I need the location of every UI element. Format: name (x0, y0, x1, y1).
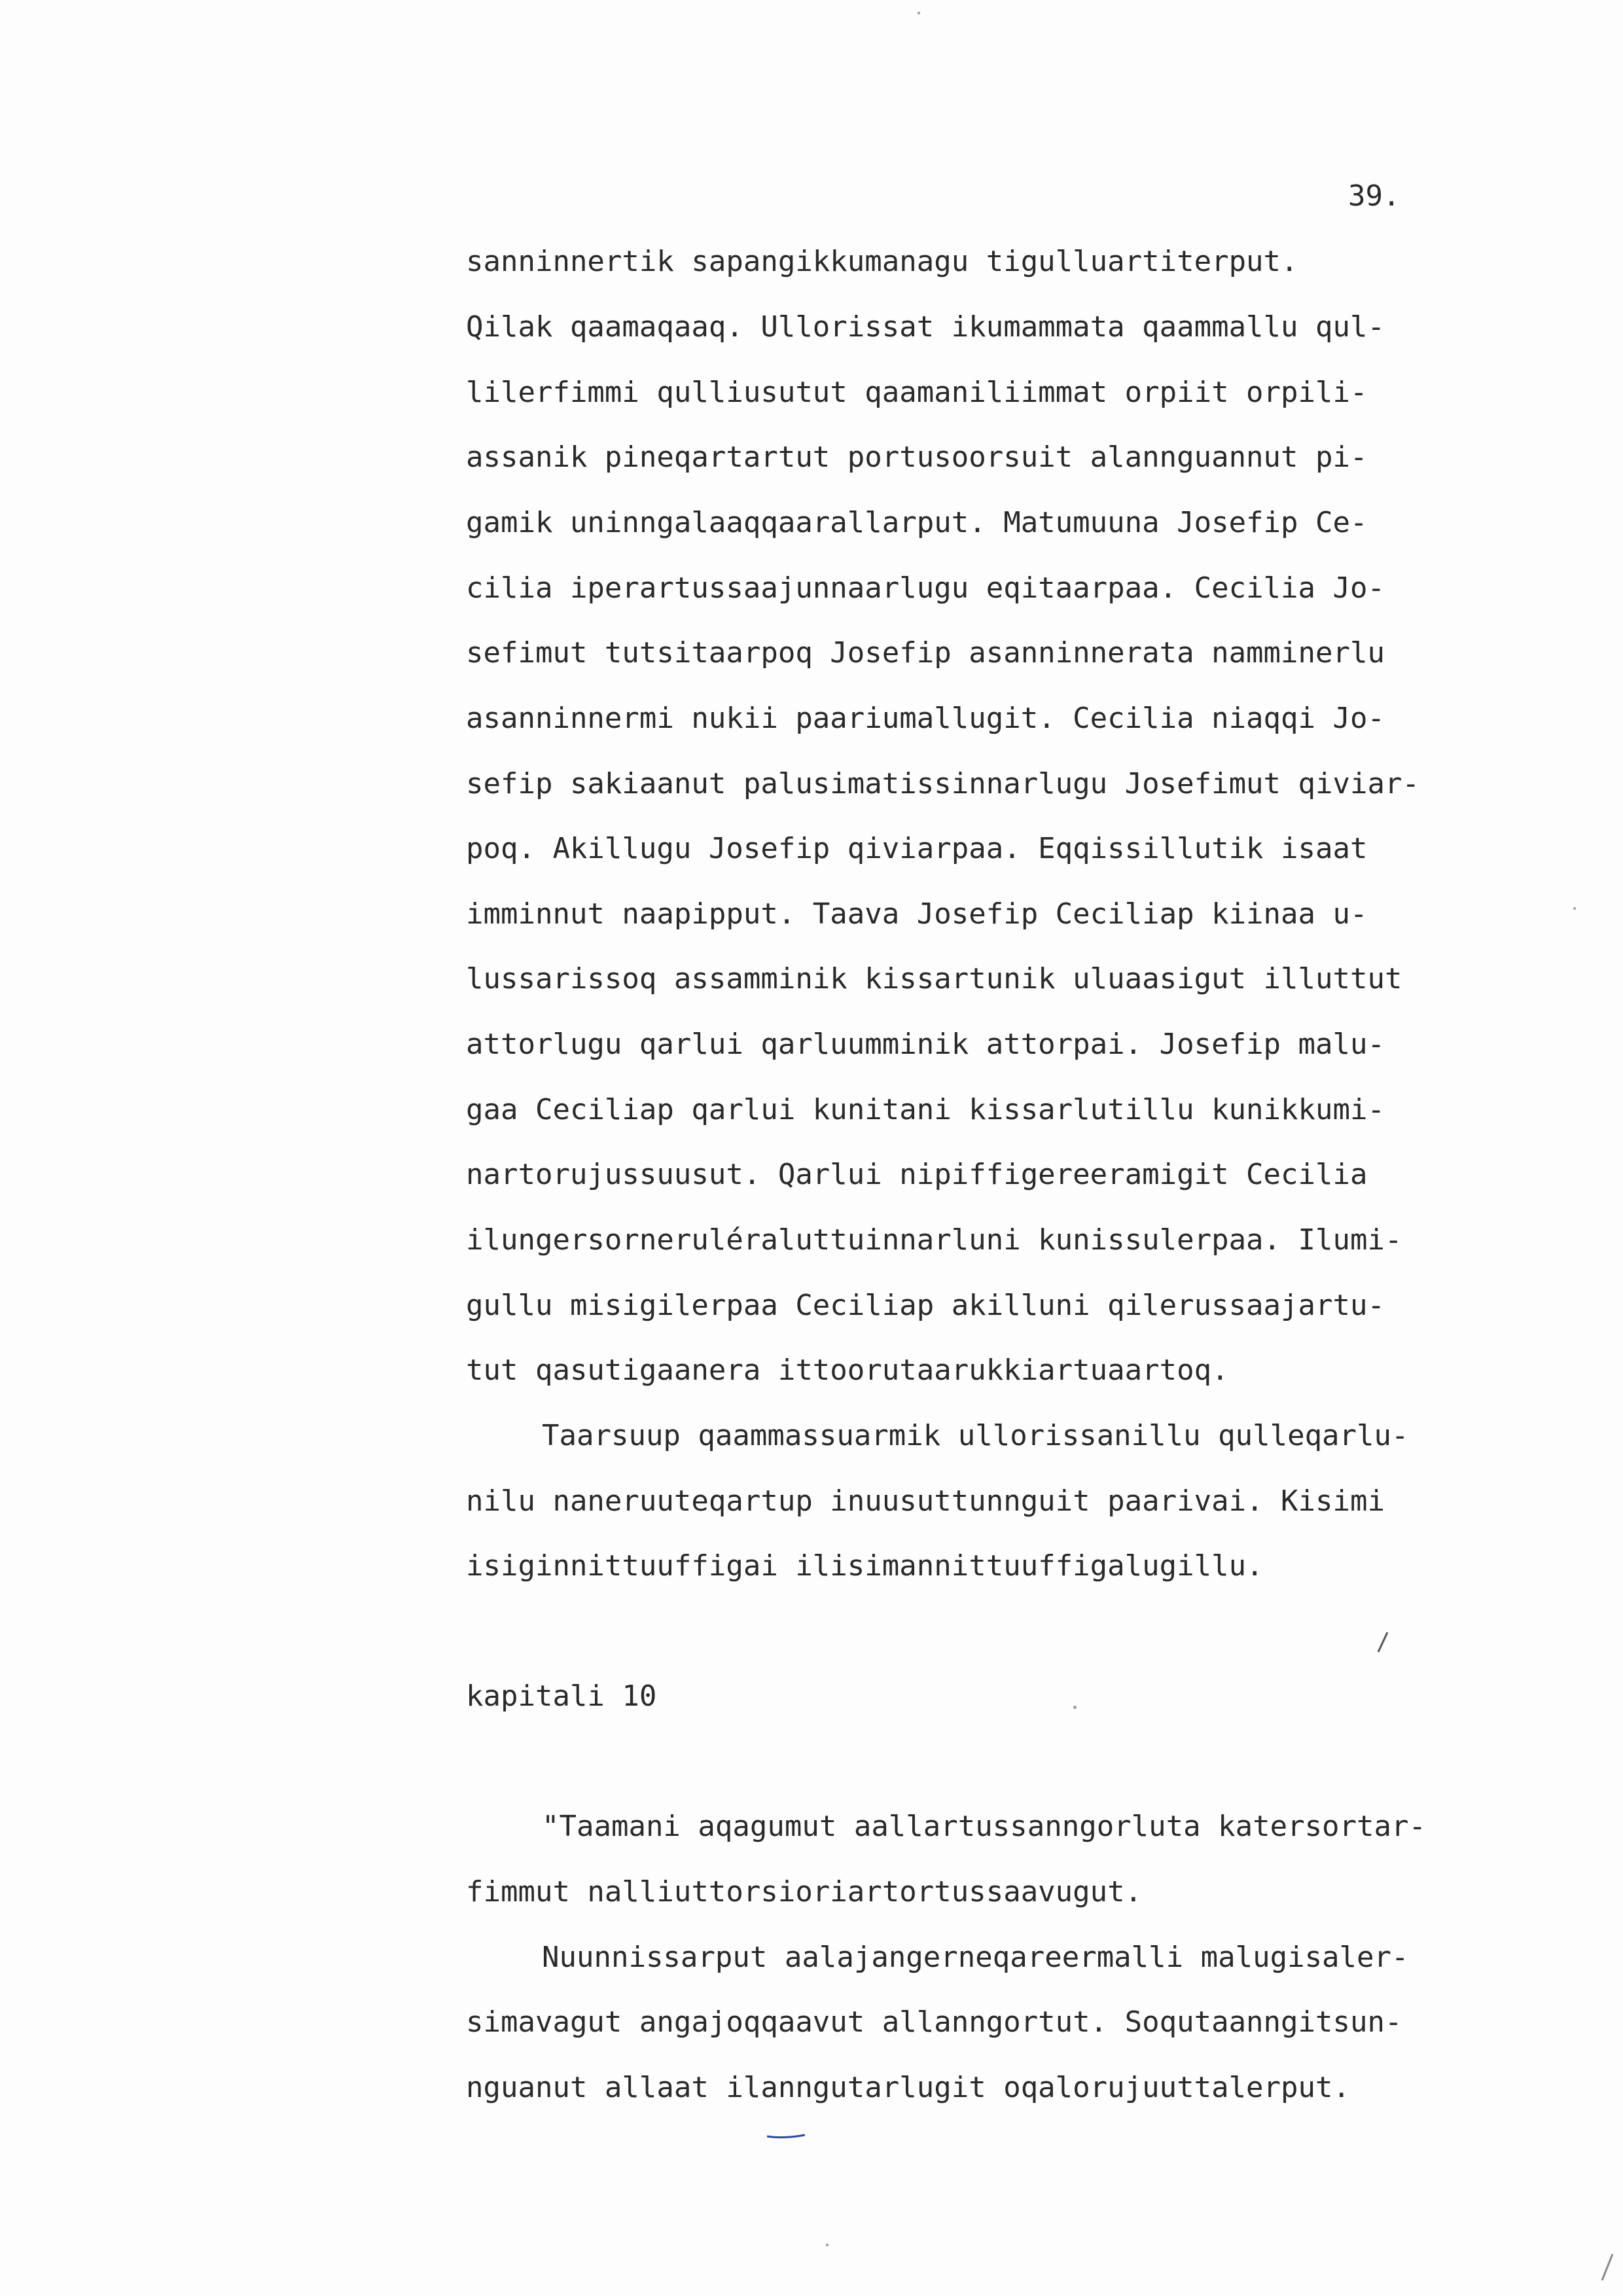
page-number: 39. (1348, 179, 1400, 213)
text-line: lilerfimmi qulliusutut qaamaniliimmat orpiit orpili- (466, 376, 1368, 409)
text-line: gullu misigilerpaa Ceciliap akilluni qilerussaajartu- (466, 1289, 1385, 1322)
text-line: imminnut naapipput. Taava Josefip Ceciliap kiinaa u- (466, 897, 1368, 931)
text-line: lussarissoq assamminik kissartunik uluaasigut illuttut (466, 962, 1402, 996)
text-line: attorlugu qarlui qarluumminik attorpai. Josefip malu- (466, 1028, 1385, 1061)
text-line: nguanut allaat ilanngutarlugit oqalorujuuttalerput. (466, 2071, 1351, 2104)
text-line: sefip sakiaanut palusimatissinnarlugu Josefimut qiviar- (466, 767, 1419, 800)
scan-speck (1073, 1706, 1077, 1709)
text-line: gamik uninngalaaqqaarallarput. Matumuuna Josefip Ce- (466, 506, 1368, 539)
text-line: poq. Akillugu Josefip qiviarpaa. Eqqissillutik isaat (466, 832, 1368, 865)
text-line: Nuunnissarput aalajangerneqareermalli malugisaler- (542, 1941, 1409, 1974)
text-line: assanik pineqartartut portusoorsuit alannguannut pi- (466, 440, 1368, 474)
text-line: nilu naneruuteqartup inuusuttunnguit paarivai. Kisimi (466, 1484, 1385, 1518)
scan-speck (826, 2244, 829, 2246)
text-line: sefimut tutsitaarpoq Josefip asanninnerata namminerlu (466, 636, 1385, 670)
pen-tick-mark (1374, 1630, 1390, 1656)
text-line: gaa Ceciliap qarlui kunitani kissarlutillu kunikkumi- (466, 1093, 1385, 1126)
text-line: isiginnittuuffigai ilisimannittuuffigalugillu. (466, 1549, 1264, 1583)
text-line: Taarsuup qaammassuarmik ullorissanillu qulleqarlu- (542, 1419, 1409, 1452)
chapter-heading: kapitali 10 (466, 1679, 657, 1713)
text-line: simavagut angajoqqaavut allanngortut. Soqutaanngitsun- (466, 2005, 1402, 2039)
text-line: fimmut nalliuttorsioriartortussaavugut. (466, 1875, 1143, 1909)
text-line: nartorujussuusut. Qarlui nipiffigereeramigit Cecilia (466, 1158, 1368, 1191)
scan-speck (918, 12, 920, 14)
text-line: sanninnertik sapangikkumanagu tigulluartiterput. (466, 245, 1298, 278)
text-line: ilungersorneruléraluttuinnarluni kunissulerpaa. Ilumi- (466, 1223, 1402, 1257)
scan-edge-mark (1597, 2251, 1616, 2284)
text-line: tut qasutigaanera ittoorutaarukkiartuaartoq. (466, 1354, 1229, 1387)
text-line: cilia iperartussaajunnaarlugu eqitaarpaa. Cecilia Jo- (466, 571, 1385, 605)
text-line: "Taamani aqagumut aallartussanngorluta katersortar- (542, 1810, 1427, 1843)
text-line: Qilak qaamaqaaq. Ullorissat ikumammata qaammallu qul- (466, 310, 1385, 344)
pen-underline-mark (764, 2127, 810, 2143)
scan-speck (1573, 907, 1576, 910)
text-line: asanninnermi nukii paariumallugit. Cecilia niaqqi Jo- (466, 702, 1385, 735)
